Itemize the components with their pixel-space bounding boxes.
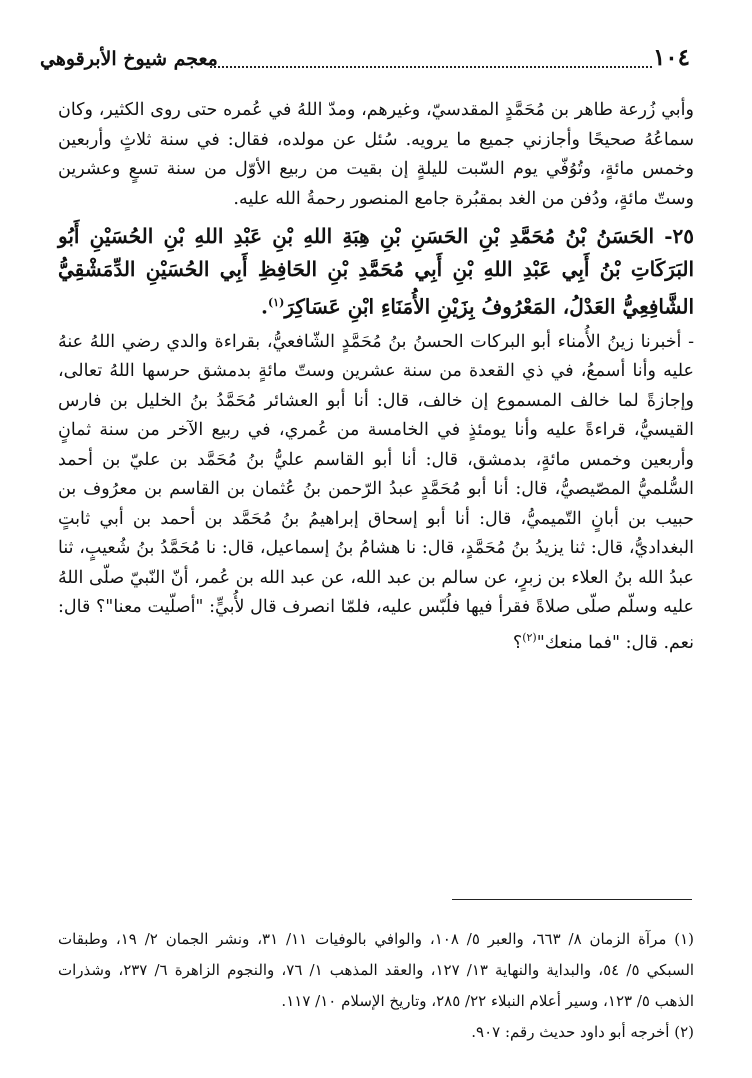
- running-title: معجم شيوخ الأبرقوهي: [40, 48, 218, 70]
- body-text: [58, 96, 694, 658]
- intro-paragraph: وأبي زُرعة طاهر بن مُحَمَّدٍ المقدسيّ، وغيرهم، ومدّ اللهُ في عُمره حتى روى الكثير، وكان سماعُهُ صحيحًا وأجازني جميع ما يرويه. سُئل عن مولده، فقال: في سنة ثلاثٍ وأربعين وخمس مائةٍ، وتُوُفّي يوم السّبت لليلةٍ إن بقيت من ربيع الأوّل من سنة تسعٍ وعشرين وستّ مائةٍ، ودُفن من الغد بمقبُرة جامع المنصور رحمةُ الله عليه.: [58, 100, 694, 209]
- footnote-ref-1[interactable]: (١): [267, 296, 285, 309]
- header-dotted-leader: [210, 66, 652, 68]
- hadith-end: ؟: [512, 632, 523, 653]
- footnote-1: (١) مرآة الزمان ٨/ ٦٦٣، والعبر ٥/ ١٠٨، والوافي بالوفيات ١١/ ٣١، ونشر الجمان ٢/ ١٩، وطبقات السبكي ٥/ ٥٤، والبداية والنهاية ١٣/ ١٢٧، والعقد المذهب ١/ ٧٦، والنجوم الزاهرة ٦/ ٢٣٧، وشذرات الذهب ٥/ ١٢٣، وسير أعلام النبلاء ٢٢/ ٢٨٥، وتاريخ الإسلام ١٠/ ١١٧.: [58, 930, 695, 1010]
- footnote-2: (٢) أخرجه أبو داود حديث رقم: ٩٠٧.: [471, 1023, 694, 1041]
- entry-heading: [58, 220, 694, 324]
- footnotes: [58, 924, 694, 1048]
- hadith-paragraph: [58, 328, 694, 658]
- page-header: [40, 44, 690, 88]
- footnote-ref-2[interactable]: (٢): [522, 630, 537, 644]
- footnote-separator: [452, 899, 692, 900]
- hadith-text: - أخبرنا زينُ الأُمناء أبو البركات الحسنُ بنُ مُحَمَّدٍ الشّافعيُّ، بقراءة والدي رضي اللهُ عنهُ عليه وأنا أسمعُ، في ذي القعدة من سنة عشرين وستّ مائةٍ بدمشق حرسها اللهُ تعالى، وإجازةً لما خالف المسموع إن خالف، قال: أنا أبو العشائر مُحَمَّدُ بنُ الخليل بن فارس القيسيُّ، قراءةً عليه وأنا يومئذٍ في الخامسة من عُمري، في ربيع الآخر من سنة ثمانٍ وأربعين وخمس مائةٍ، بدمشق، قال: أنا أبو القاسم عليُّ بنُ مُحَمَّد بن عليّ بن أحمد السُّلميُّ المصّيصيُّ، قال: أنا أبو مُحَمَّدٍ عبدُ الرّحمن بنُ عُثمان بن القاسم بن معرُوف بن حبيب بن أبانٍ التّميميُّ، قال: أنا أبو إسحاق إبراهيمُ بنُ مُحَمَّد بن أحمد بن أبي ثابتٍ البغداديُّ، قال: ثنا يزيدُ بنُ مُحَمَّدٍ، قال: نا هشامُ بنُ إسماعيل، قال: نا مُحَمَّدُ بنُ شُعيبٍ، ثنا عبدُ الله بنُ العلاء بن زبرٍ، عن سالم بن عبد الله، عن عبد الله بن عُمر، أنّ النّبيّ صلّى اللهُ عليه وسلّم صلّى صلاةً فقرأ فيها فلُبّس عليه، فلمّا انصرف قال لأُبيٍّ: "أصلّيت معنا"؟ قال: نعم. قال: "فما منعك": [58, 331, 694, 653]
- entry-heading-end: .: [260, 294, 268, 319]
- page-number: ١٠٤: [652, 44, 690, 71]
- entry-heading-text: ٢٥- الحَسَنُ بْنُ مُحَمَّدِ بْنِ الحَسَنِ بْنِ هِبَةِ اللهِ بْنِ عَبْدِ اللهِ بْنِ الحُسَيْنِ أَبُو البَرَكَاتِ بْنُ أَبِي عَبْدِ اللهِ بْنِ أَبِي مُحَمَّدِ بْنِ الحَافِظِ أَبِي الحُسَيْنِ الدِّمَشْقِيُّ الشَّافِعِيُّ العَدْلُ، المَعْرُوفُ بِزَيْنِ الأُمَنَاءِ ابْنِ عَسَاكِرَ: [58, 224, 694, 319]
